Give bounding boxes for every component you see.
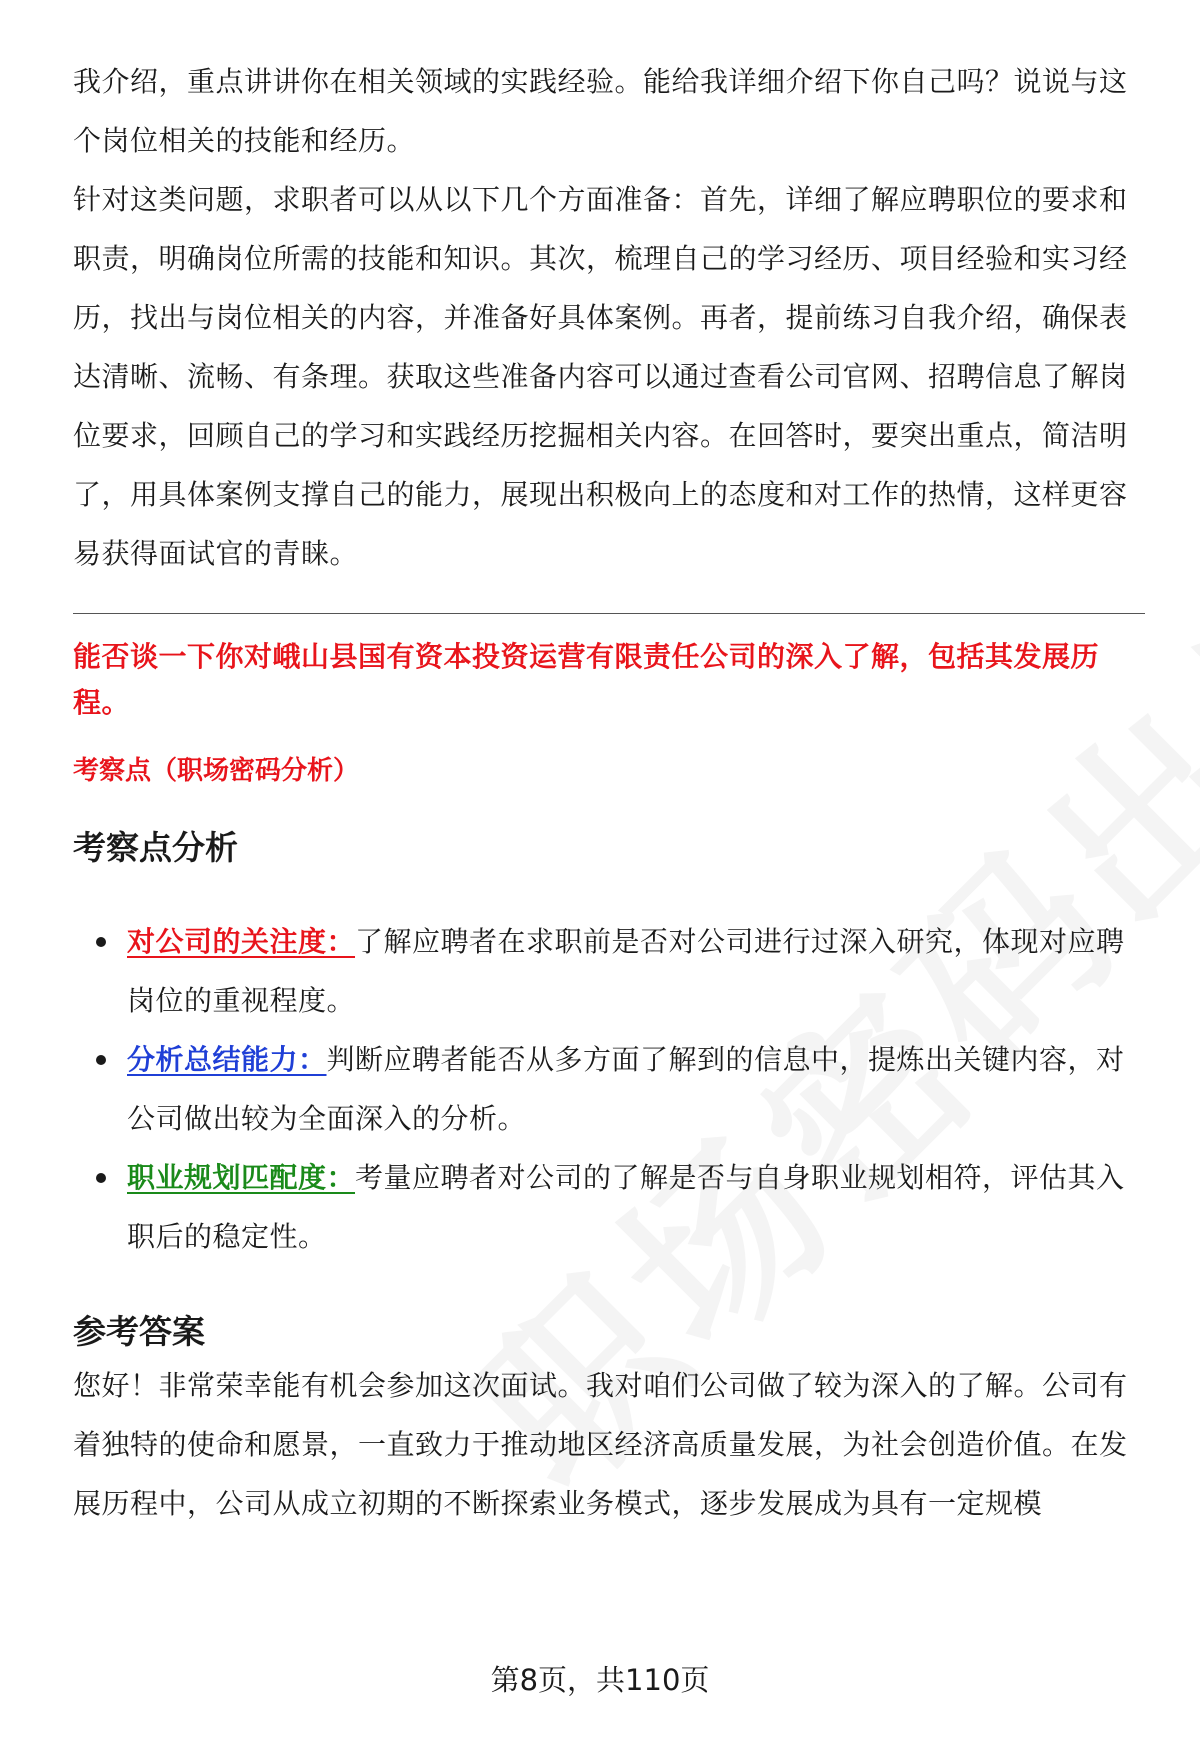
point-text: 考量应聘者对公司的了解是否与自身职业规划相符，评估其入职后的稳定性。: [127, 1161, 1125, 1253]
interview-question: 能否谈一下你对峨山县国有资本投资运营有限责任公司的深入了解，包括其发展历程。: [73, 640, 1100, 719]
point-keyword: 对公司的关注度：: [127, 925, 356, 958]
list-item: [73, 1148, 1145, 1266]
list-item: [73, 912, 1145, 1030]
paragraph-intro-tail: 我介绍，重点讲讲你在相关领域的实践经验。能给我详细介绍下你自己吗？说说与这个岗位相关的技能和经历。: [73, 65, 1128, 157]
paragraph-prep-advice: 针对这类问题，求职者可以从以下几个方面准备：首先，详细了解应聘职位的要求和职责，明确岗位所需的技能和知识。其次，梳理自己的学习经历、项目经验和实习经历，找出与岗位相关的内容，并准备好具体案例。再者，提前练习自我介绍，确保表达清晰、流畅、有条理。获取这些准备内容可以通过查看公司官网、招聘信息了解岗位要求，回顾自己的学习和实践经历挖掘相关内容。在回答时，要突出重点，简洁明了，用具体案例支撑自己的能力，展现出积极向上的态度和对工作的热情，这样更容易获得面试官的青睐。: [73, 183, 1128, 570]
point-text: 了解应聘者在求职前是否对公司进行过深入研究，体现对应聘岗位的重视程度。: [127, 925, 1125, 1017]
paragraph-answer: 您好！非常荣幸能有机会参加这次面试。我对咱们公司做了较为深入的了解。公司有着独特的使命和愿景，一直致力于推动地区经济高质量发展，为社会创造价值。在发展历程中，公司从成立初期的不断探索业务模式，逐步发展成为具有一定规模: [73, 1369, 1128, 1520]
bullet-icon: [96, 1173, 106, 1183]
bullet-icon: [96, 937, 106, 947]
document-page: [73, 52, 1145, 1533]
assessment-label: 考察点（职场密码分析）: [73, 756, 360, 786]
point-text: 判断应聘者能否从多方面了解到的信息中，提炼出关键内容，对公司做出较为全面深入的分析。: [127, 1043, 1125, 1135]
list-item: [73, 1030, 1145, 1148]
page-number: 第8页，共110页: [490, 1663, 710, 1697]
point-keyword: 分析总结能力：: [127, 1043, 327, 1076]
bullet-icon: [96, 1055, 106, 1065]
analysis-heading: 考察点分析: [73, 828, 238, 867]
point-keyword: 职业规划匹配度：: [127, 1161, 356, 1194]
analysis-points-list: [73, 912, 1145, 1266]
section-divider: [73, 613, 1145, 614]
answer-heading: 参考答案: [73, 1312, 205, 1351]
